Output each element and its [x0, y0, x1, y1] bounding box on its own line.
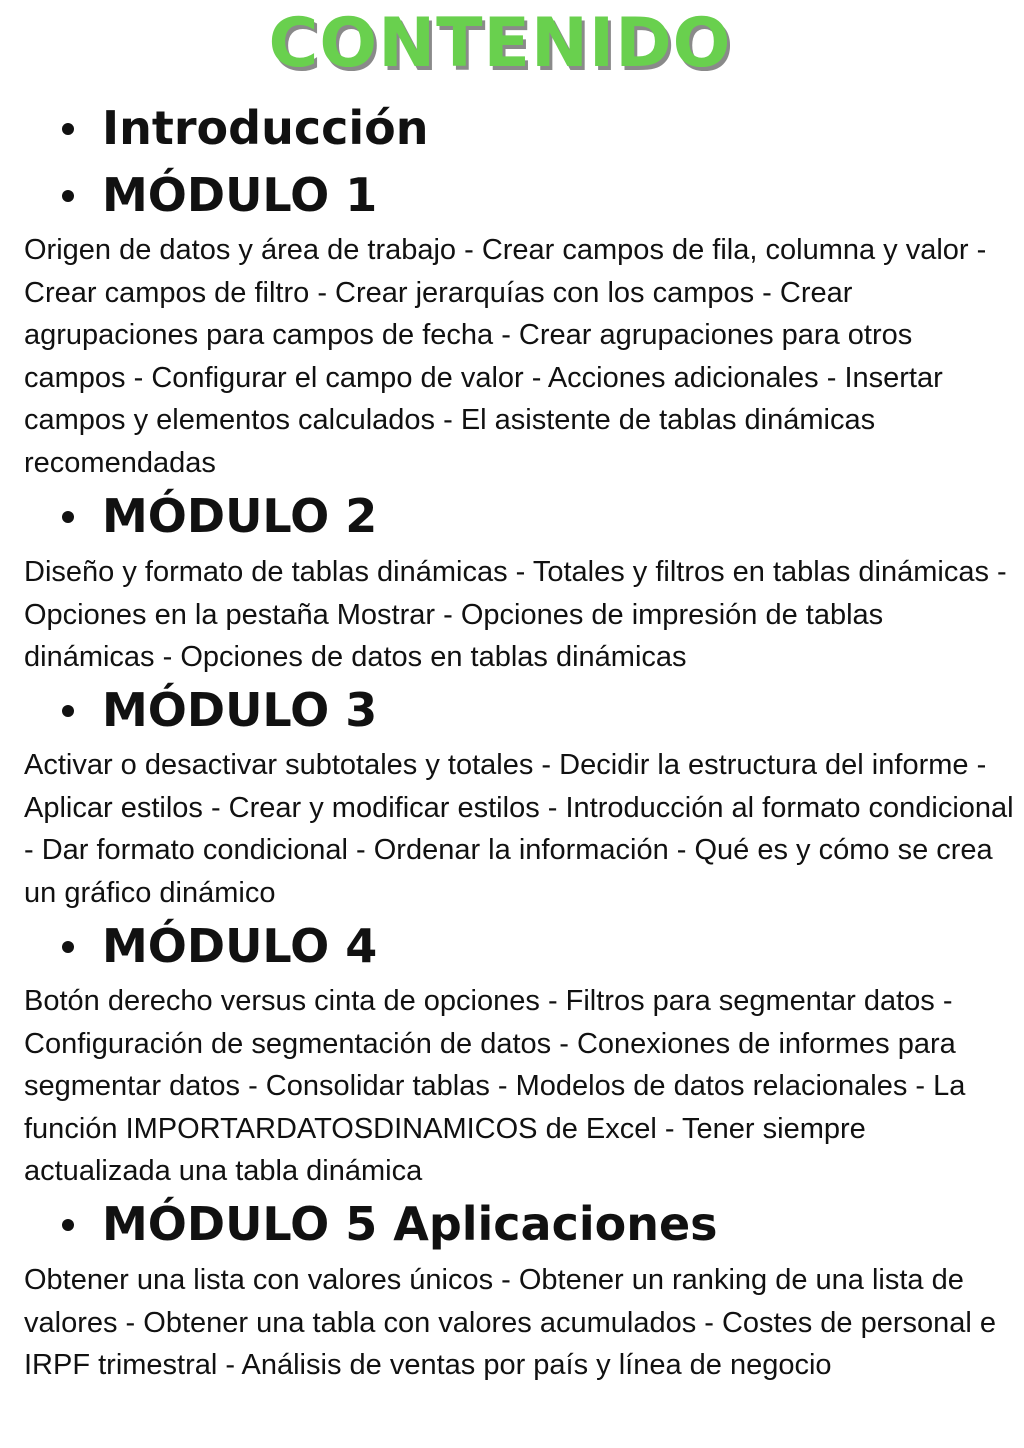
section-heading-modulo-5 [62, 1194, 718, 1254]
section-heading-introduccion [62, 98, 428, 158]
bullet-icon [62, 705, 74, 717]
section-body-modulo-5: Obtener una lista con valores únicos - Obtener un ranking de una lista de valores - Obtener una tabla con valores acumulados - Costes de personal e IRPF trimestral - Análisis de ventas por país y línea de negocio [24, 1264, 997, 1381]
bullet-icon [62, 190, 74, 202]
bullet-icon [62, 511, 74, 523]
section-body-modulo-2: Diseño y formato de tablas dinámicas - Totales y filtros en tablas dinámicas - Opciones en la pestaña Mostrar - Opciones de impresión de tablas dinámicas - Opciones de datos en tablas dinámicas [24, 556, 1007, 673]
section-heading-modulo-1 [62, 165, 377, 225]
section-heading-label: MÓDULO 3 [102, 683, 378, 737]
bullet-icon [62, 1219, 74, 1231]
section-heading-label: Introducción [102, 101, 429, 155]
section-heading-label: MÓDULO 4 [102, 919, 378, 973]
bullet-icon [62, 941, 74, 953]
page-title: CONTENIDO [268, 4, 732, 83]
section-heading-label: MÓDULO 5 Aplicaciones [102, 1197, 718, 1251]
section-heading-modulo-2 [62, 486, 377, 546]
section-heading-label: MÓDULO 1 [102, 168, 378, 222]
section-body-modulo-3: Activar o desactivar subtotales y totales - Decidir la estructura del informe - Aplicar estilos - Crear y modificar estilos - Introducción al formato condicional - Dar formato condicional - Ordenar la información - Qué es y cómo se crea un gráfico dinámico [24, 749, 1014, 909]
section-heading-modulo-4 [62, 916, 377, 976]
section-heading-label: MÓDULO 2 [102, 489, 378, 543]
section-body-modulo-4: Botón derecho versus cinta de opciones - Filtros para segmentar datos - Configuración de segmentación de datos - Conexiones de informes para segmentar datos - Consolidar tablas - Modelos de datos relacionales - La función IMPORTARDATOSDINAMICOS de Excel - Tener siempre actualizada una tabla dinámica [24, 985, 966, 1187]
bullet-icon [62, 123, 74, 135]
section-body-modulo-1: Origen de datos y área de trabajo - Crear campos de fila, columna y valor - Crear campos de filtro - Crear jerarquías con los campos - Crear agrupaciones para campos de fecha - Crear agrupaciones para otros campos - Configurar el campo de valor - Acciones adicionales - Insertar campos y elementos calculados - El asistente de tablas dinámicas recomendadas [24, 234, 987, 479]
section-heading-modulo-3 [62, 680, 377, 740]
